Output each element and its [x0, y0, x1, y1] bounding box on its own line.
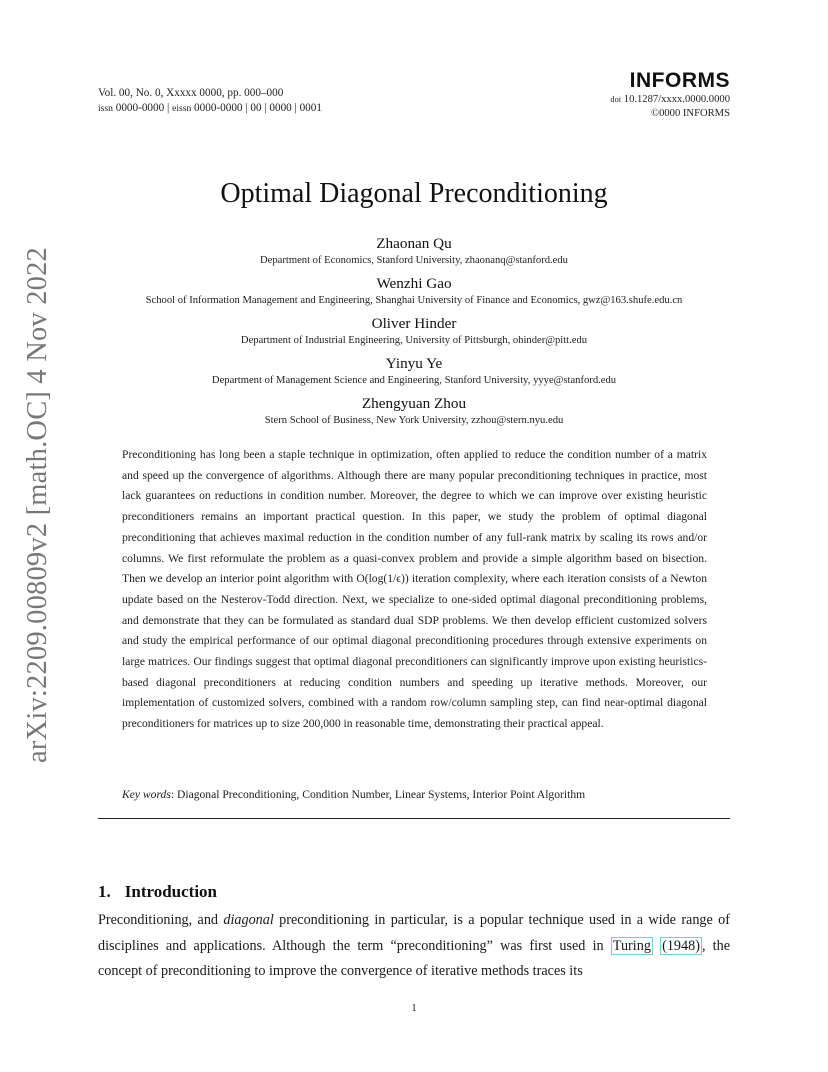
section-number: 1. — [98, 882, 111, 901]
arxiv-stamp-text: arXiv:2209.00809v2 [math.OC] 4 Nov 2022 — [22, 247, 53, 763]
intro-text: , the concept of preconditioning to improve the convergence of iterative methods traces its — [98, 937, 730, 979]
author-name: Oliver Hinder — [371, 315, 457, 332]
author-affiliation: School of Information Management and Engineering, Shanghai University of Finance and Economics, gwz@163.shufe.edu.cn — [145, 295, 683, 306]
section-title: Introduction — [124, 882, 218, 901]
issn-label: issn — [98, 103, 113, 114]
citation-link-year[interactable]: (1948) — [662, 937, 700, 954]
keywords: Key words: Diagonal Preconditioning, Condition Number, Linear Systems, Interior Point Algorithm — [122, 788, 586, 801]
author-block — [0, 234, 828, 268]
section-divider — [98, 818, 730, 819]
doi-line — [610, 93, 730, 107]
author-affiliation: Department of Economics, Stanford University, zhaonanq@stanford.edu — [260, 255, 568, 266]
doi-label: doi — [610, 95, 622, 104]
doi-value: 10.1287/xxxx.0000.0000 — [623, 94, 730, 105]
intro-emphasis: diagonal — [223, 912, 274, 928]
intro-text: Preconditioning, and — [98, 912, 224, 928]
page-number: 1 — [411, 1002, 417, 1014]
author-name: Yinyu Ye — [385, 355, 443, 372]
issn-value: 0000-0000 — [115, 102, 165, 114]
eissn-label: eissn — [172, 103, 192, 114]
issn-line: issn 0000-0000 | eissn 0000-0000 | 00 | 0000 | 0001 — [98, 102, 322, 114]
eissn-value: 0000-0000 | 00 | 0000 | 0001 — [194, 102, 322, 114]
journal-header-right — [610, 69, 730, 121]
section-heading — [98, 882, 217, 902]
author-affiliation: Department of Industrial Engineering, University of Pittsburgh, ohinder@pitt.edu — [240, 335, 588, 346]
keywords-label: Key words — [122, 788, 171, 801]
author-block — [0, 354, 828, 388]
paper-title: Optimal Diagonal Preconditioning — [220, 178, 608, 209]
author-block — [0, 394, 828, 428]
author-list — [0, 234, 828, 434]
author-name: Wenzhi Gao — [376, 275, 452, 292]
intro-paragraph — [98, 908, 730, 985]
author-name: Zhaonan Qu — [376, 235, 452, 252]
informs-logo: INFORMS — [629, 69, 730, 92]
author-affiliation: Stern School of Business, New York University, zzhou@stern.nyu.edu — [264, 415, 564, 426]
author-block — [0, 274, 828, 308]
abstract: Preconditioning has long been a staple technique in optimization, often applied to reduce the condition number of a matrix and speed up the convergence of algorithms. Although there are many popular preconditioning techniques in practice, most lack guarantees on reductions in condition number. Moreover, the degree to which we can improve over existing heuristic preconditioners remains an important practical question. In this paper, we study the problem of optimal diagonal preconditioning that achieves maximal reduction in the condition number of any full-rank matrix by scaling its rows and/or columns. We first reformulate the problem as a quasi-convex problem and provide a simple algorithm based on bisection. Then we develop an interior point algorithm with O(log(1/ϵ)) iteration complexity, where each iteration consists of a Newton update based on the Nesterov-Todd direction. Next, we specialize to one-sided optimal diagonal preconditioning problems, and demonstrate that they can be formulated as standard dual SDP problems. We then develop efficient customized solvers and study the empirical performance of our optimal diagonal preconditioning procedures through extensive experiments on large matrices. Our findings suggest that optimal diagonal preconditioners can significantly improve upon existing heuristics-based diagonal preconditioners at reducing condition numbers and speeding up iterative methods. Moreover, our implementation of customized solvers, combined with a random row/column sampling step, can find near-optimal diagonal preconditioners for matrices up to size 200,000 in reasonable time, demonstrating their practical appeal. — [122, 448, 707, 731]
author-name: Zhengyuan Zhou — [361, 395, 467, 412]
citation-link-turing[interactable]: Turing — [612, 937, 651, 954]
copyright-line: ©0000 INFORMS — [651, 108, 730, 119]
intro-text: preconditioning in particular, is a popular technique used in a wide range of disciplines and applications. Although the term “preconditioning” was first used in — [98, 912, 730, 954]
author-block — [0, 314, 828, 348]
journal-header-left — [98, 86, 322, 116]
volume-line: Vol. 00, No. 0, Xxxxx 0000, pp. 000–000 — [98, 87, 284, 99]
keywords-value: Diagonal Preconditioning, Condition Number, Linear Systems, Interior Point Algorithm — [176, 788, 586, 801]
author-affiliation: Department of Management Science and Engineering, Stanford University, yyye@stanford.edu — [211, 375, 617, 386]
